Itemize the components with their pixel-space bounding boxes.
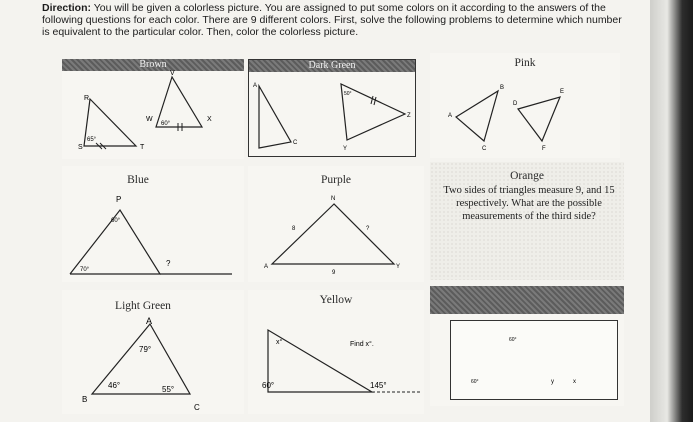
label-x: x° <box>276 339 283 346</box>
label-v: V <box>170 70 175 77</box>
cell-light-green <box>62 290 244 414</box>
label-c: C <box>293 140 298 146</box>
label-c: C <box>194 403 200 412</box>
ninth-banner <box>430 286 624 314</box>
label-n: N <box>331 196 336 202</box>
cell-yellow <box>248 290 424 414</box>
cell-purple <box>248 166 424 282</box>
yellow-figure <box>248 290 424 414</box>
directions-text <box>42 2 622 38</box>
cell-title-orange: Orange <box>510 170 544 182</box>
label-side-right: ? <box>366 226 370 232</box>
cell-ninth <box>430 286 624 406</box>
label-c: C <box>482 146 487 152</box>
label-e: E <box>560 89 565 95</box>
pink-figure <box>430 53 620 158</box>
label-z: Z <box>407 113 411 119</box>
label-b: B <box>82 395 88 404</box>
label-p: P <box>116 195 122 204</box>
directions-label: Direction: <box>42 2 92 14</box>
label-angle-ext: 145° <box>370 381 387 390</box>
label-a: A <box>448 113 453 119</box>
cell-dark-green <box>248 59 416 157</box>
label-angle-base: 70° <box>80 267 90 273</box>
label-x: x <box>573 379 576 385</box>
blue-figure <box>62 166 244 282</box>
label-w: W <box>146 116 153 123</box>
label-angle-w: 60° <box>161 121 171 127</box>
brown-figure <box>62 59 244 159</box>
cell-title-purple: Purple <box>320 174 352 186</box>
label-side-bottom: 9 <box>332 270 336 276</box>
cell-title-pink: Pink <box>514 57 536 69</box>
cell-title-blue: Blue <box>127 174 149 186</box>
label-angle-top: 79° <box>139 345 152 354</box>
ninth-figure <box>451 321 617 399</box>
light-green-figure <box>62 290 244 414</box>
label-angle: 50° <box>344 91 352 97</box>
label-a: A <box>253 83 258 89</box>
orange-question: Two sides of triangles measure 9, and 15 respectively. What are the possible measurements of the third side? <box>443 185 615 222</box>
background-edge <box>650 0 693 422</box>
label-s: S <box>78 144 83 151</box>
label-a: A <box>146 316 153 326</box>
label-angle-p: 60° <box>111 218 121 224</box>
label-angle-left: 60° <box>471 379 479 385</box>
dark-green-figure <box>249 60 415 156</box>
label-unknown: ? <box>166 259 171 268</box>
label-f: F <box>542 146 546 152</box>
cell-brown <box>62 59 244 159</box>
label-t: T <box>140 144 145 151</box>
label-find: Find x°. <box>350 341 374 348</box>
label-a: A <box>264 264 269 270</box>
cell-title-dark-green: Dark Green <box>249 60 415 72</box>
label-d: D <box>513 101 518 107</box>
label-angle-s: 65° <box>87 137 97 143</box>
label-angle-left: 46° <box>108 381 121 390</box>
label-y: y <box>551 379 554 385</box>
cell-title-yellow: Yellow <box>319 294 353 306</box>
cell-pink <box>430 53 620 158</box>
cell-blue <box>62 166 244 282</box>
label-side-left: 8 <box>292 226 296 232</box>
label-b: B <box>500 85 505 91</box>
label-x: X <box>207 116 212 123</box>
label-r: R <box>84 95 90 102</box>
cell-orange <box>430 162 624 280</box>
purple-figure <box>248 166 424 282</box>
cell-title-light-green: Light Green <box>115 300 171 312</box>
cell-title-brown: Brown <box>62 59 244 71</box>
label-y: Y <box>343 146 348 152</box>
label-angle-right: 55° <box>162 385 175 394</box>
label-angle-top: 60° <box>509 337 517 343</box>
label-y: Y <box>396 264 401 270</box>
ninth-figure-box <box>450 320 618 400</box>
directions-body: You will be given a colorless picture. You are assigned to put some colors on it according to the answers of the following questions for each color. There are 9 different colors. First, solve the following problems to determine which number is equivalent to the particular color. Then, color the colorless picture. <box>42 2 622 38</box>
label-angle-left: 60° <box>262 381 275 390</box>
